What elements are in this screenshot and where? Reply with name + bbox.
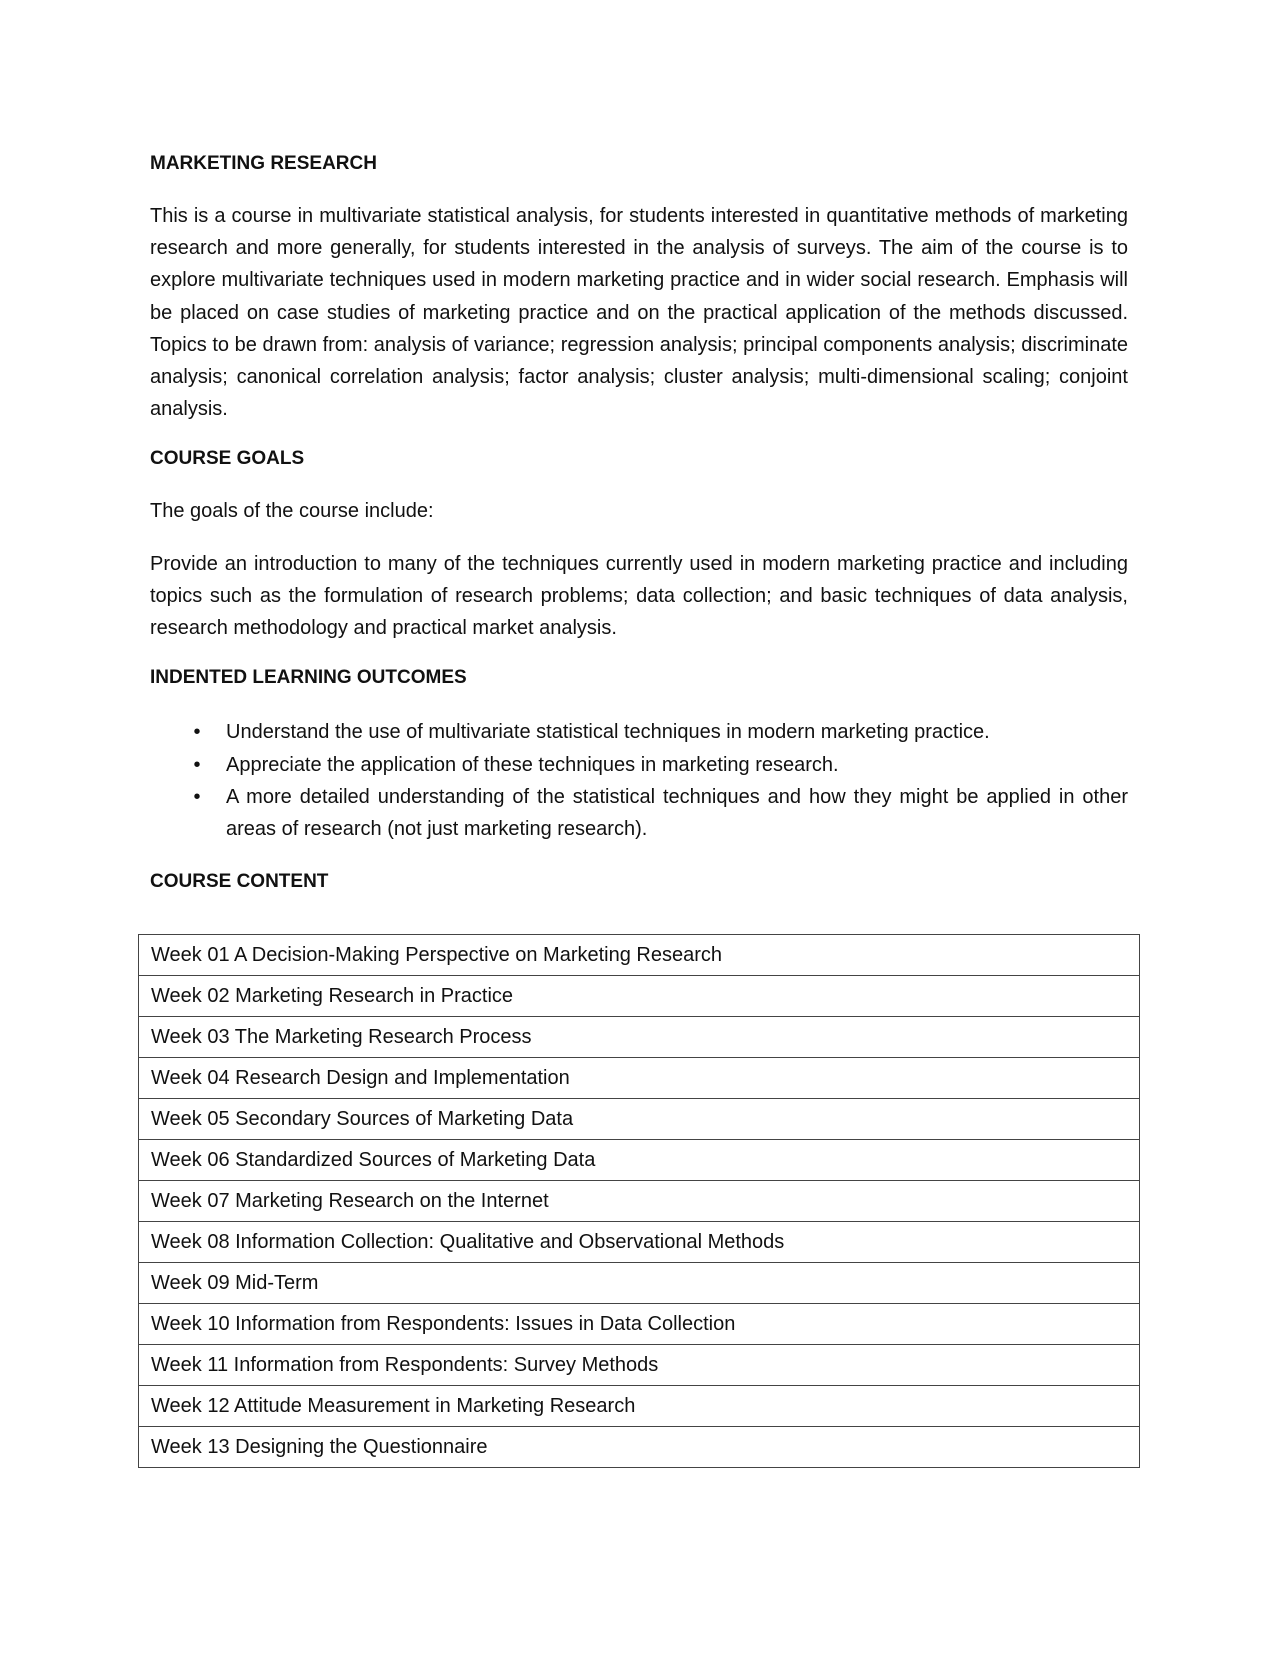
table-cell: Week 03 The Marketing Research Process: [139, 1017, 1140, 1058]
table-row: [139, 1181, 1140, 1222]
course-goals-lead: The goals of the course include:: [150, 500, 434, 523]
course-goals-paragraph: Provide an introduction to many of the techniques currently used in modern marketing practice and including topics such as the formulation of research problems; data collection; and basic techniques of data analysis, research methodology and practical market analysis.: [150, 552, 1128, 640]
list-item: [150, 781, 1128, 846]
table-cell: Week 08 Information Collection: Qualitative and Observational Methods: [139, 1222, 1140, 1263]
table-cell: Week 11 Information from Respondents: Survey Methods: [139, 1345, 1140, 1386]
table-cell: Week 06 Standardized Sources of Marketing Data: [139, 1140, 1140, 1181]
bullet-icon: •: [193, 753, 201, 776]
bullet-icon: •: [193, 721, 201, 744]
table-row: [139, 935, 1140, 976]
table-row: [139, 1427, 1140, 1468]
table-row: [139, 1222, 1140, 1263]
page-title: MARKETING RESEARCH: [150, 153, 377, 174]
table-row: [139, 1345, 1140, 1386]
list-item: [150, 716, 1128, 748]
list-item-text: Understand the use of multivariate statistical techniques in modern marketing practice.: [226, 721, 990, 744]
table-row: [139, 976, 1140, 1017]
list-item: [150, 749, 1128, 781]
table-cell: Week 07 Marketing Research on the Internet: [139, 1181, 1140, 1222]
table-cell: Week 12 Attitude Measurement in Marketing Research: [139, 1386, 1140, 1427]
document-page: [150, 150, 1128, 894]
intro-paragraph: This is a course in multivariate statistical analysis, for students interested in quantitative methods of marketing research and more generally, for students interested in the analysis of surveys. The aim of the course is to explore multivariate techniques used in modern marketing practice and in wider social research. Emphasis will be placed on case studies of marketing practice and on the practical application of the methods discussed. Topics to be drawn from: analysis of variance; regression analysis; principal components analysis; discriminate analysis; canonical correlation analysis; factor analysis; cluster analysis; multi-dimensional scaling; conjoint analysis.: [150, 205, 1128, 421]
table-cell: Week 05 Secondary Sources of Marketing Data: [139, 1099, 1140, 1140]
table-cell: Week 13 Designing the Questionnaire: [139, 1427, 1140, 1468]
table-row: [139, 1386, 1140, 1427]
table-cell: Week 01 A Decision-Making Perspective on Marketing Research: [139, 935, 1140, 976]
table-row: [139, 1304, 1140, 1345]
table-cell: Week 09 Mid-Term: [139, 1263, 1140, 1304]
bullet-icon: •: [193, 786, 201, 809]
learning-outcomes-list: [150, 716, 1128, 846]
table-row: [139, 1099, 1140, 1140]
list-item-text: Appreciate the application of these techniques in marketing research.: [226, 753, 839, 776]
table-row: [139, 1017, 1140, 1058]
table-cell: Week 10 Information from Respondents: Issues in Data Collection: [139, 1304, 1140, 1345]
table-row: [139, 1058, 1140, 1099]
table-cell: Week 02 Marketing Research in Practice: [139, 976, 1140, 1017]
table-row: [139, 1140, 1140, 1181]
table-cell: Week 04 Research Design and Implementation: [139, 1058, 1140, 1099]
course-content-heading: COURSE CONTENT: [150, 870, 329, 892]
course-content-table: [138, 934, 1140, 1468]
learning-outcomes-heading: INDENTED LEARNING OUTCOMES: [150, 667, 467, 689]
list-item-text: A more detailed understanding of the statistical techniques and how they might be applied in other areas of research (not just marketing research).: [226, 786, 1128, 841]
course-goals-heading: COURSE GOALS: [150, 448, 305, 470]
table-row: [139, 1263, 1140, 1304]
